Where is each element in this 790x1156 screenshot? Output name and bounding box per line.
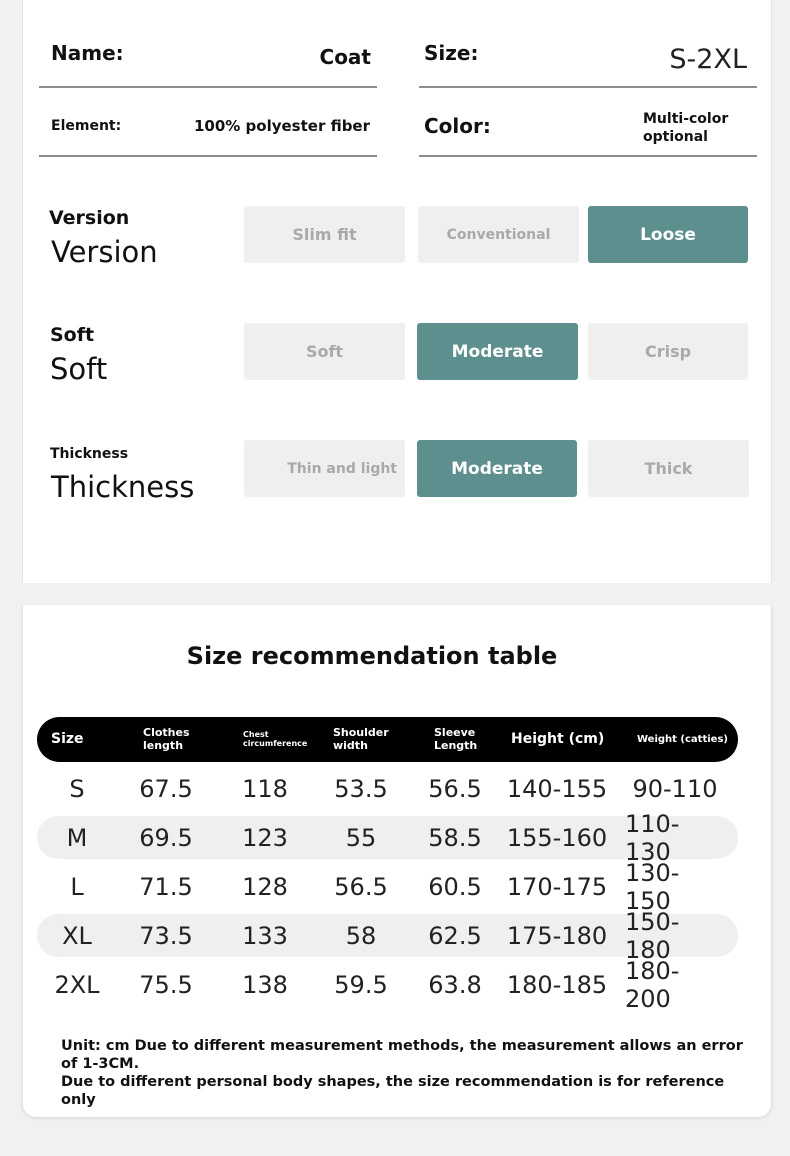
option-conventional[interactable]: Conventional: [418, 206, 579, 263]
option-soft-moderate[interactable]: Moderate: [417, 323, 578, 380]
cell-weight: 90-110: [632, 774, 718, 803]
color-value-line2: optional: [643, 129, 708, 145]
option-thin-and-light[interactable]: Thin and light: [244, 440, 405, 497]
table-row: [37, 956, 738, 1013]
cell-sleeve: 62.5: [428, 921, 482, 950]
note-line-2: Due to different personal body shapes, the size recommendation is for reference only: [61, 1074, 725, 1108]
color-value-line1: Multi-color: [643, 111, 729, 127]
cell-weight: 180-200: [625, 956, 680, 1013]
name-label: Name:: [51, 41, 124, 65]
option-thick[interactable]: Thick: [588, 440, 749, 497]
thickness-label-small: Thickness: [50, 446, 129, 462]
cell-weight: 150-180: [625, 907, 680, 964]
name-value: Coat: [319, 45, 371, 69]
cell-weight: 110-130: [625, 809, 680, 866]
size-value: S-2XL: [669, 44, 747, 75]
table-row: [37, 858, 738, 915]
cell-height: 180-185: [506, 970, 608, 999]
note-line-1: Unit: cm Due to different measurement methods, the measurement allows an error of 1-3CM.: [61, 1038, 743, 1072]
cell-height: 170-175: [506, 872, 608, 901]
cell-height: 175-180: [506, 921, 608, 950]
cell-chest: 138: [242, 970, 288, 999]
option-soft[interactable]: Soft: [244, 323, 405, 380]
header-sleeve-length: Sleeve Length: [434, 726, 478, 752]
cell-sleeve: 63.8: [428, 970, 482, 999]
header-shoulder-width: Shoulder width: [333, 726, 389, 752]
soft-label-small: Soft: [50, 324, 95, 346]
version-label-big: Version: [51, 235, 158, 269]
color-label: Color:: [424, 114, 491, 138]
cell-shoulder: 53.5: [334, 774, 388, 803]
cell-clothes-length: 71.5: [139, 872, 193, 901]
cell-sleeve: 60.5: [428, 872, 482, 901]
cell-height: 155-160: [506, 823, 608, 852]
size-label: Size:: [424, 41, 479, 65]
cell-clothes-length: 73.5: [139, 921, 193, 950]
header-chest-circumference: Chest circumference: [243, 729, 308, 748]
cell-shoulder: 59.5: [334, 970, 388, 999]
header-size: Size: [51, 730, 84, 747]
cell-chest: 123: [242, 823, 288, 852]
option-crisp[interactable]: Crisp: [588, 323, 748, 380]
cell-size: S: [69, 774, 85, 803]
cell-shoulder: 55: [345, 823, 377, 852]
element-label: Element:: [51, 118, 122, 134]
header-height: Height (cm): [511, 730, 605, 747]
element-value: 100% polyester fiber: [193, 117, 370, 135]
soft-label-big: Soft: [50, 352, 108, 386]
cell-clothes-length: 67.5: [139, 774, 193, 803]
name-divider: [39, 86, 377, 88]
size-divider: [419, 86, 757, 88]
option-slim-fit[interactable]: Slim fit: [244, 206, 405, 263]
cell-chest: 128: [242, 872, 288, 901]
size-table-note: [61, 1037, 761, 1109]
cell-clothes-length: 69.5: [139, 823, 193, 852]
color-divider: [419, 155, 757, 157]
version-label-small: Version: [49, 207, 130, 229]
cell-size: 2XL: [54, 970, 100, 999]
thickness-label-big: Thickness: [51, 470, 195, 504]
cell-sleeve: 56.5: [428, 774, 482, 803]
cell-chest: 118: [242, 774, 288, 803]
table-row: [37, 907, 738, 964]
cell-size: L: [70, 872, 84, 901]
option-thickness-moderate[interactable]: Moderate: [417, 440, 577, 497]
element-divider: [39, 155, 377, 157]
cell-size: M: [66, 823, 88, 852]
cell-height: 140-155: [506, 774, 608, 803]
header-clothes-length: Clothes length: [143, 726, 190, 752]
cell-sleeve: 58.5: [428, 823, 482, 852]
option-loose[interactable]: Loose: [588, 206, 748, 263]
cell-size: XL: [62, 921, 92, 950]
cell-shoulder: 56.5: [334, 872, 388, 901]
header-weight: Weight (catties): [637, 734, 728, 745]
cell-chest: 133: [242, 921, 288, 950]
table-row: [37, 767, 738, 810]
size-table-title: Size recommendation table: [186, 642, 558, 670]
cell-weight: 130-150: [625, 858, 680, 915]
cell-shoulder: 58: [345, 921, 377, 950]
cell-clothes-length: 75.5: [139, 970, 193, 999]
size-table-header: [37, 717, 738, 762]
table-row: [37, 809, 738, 866]
